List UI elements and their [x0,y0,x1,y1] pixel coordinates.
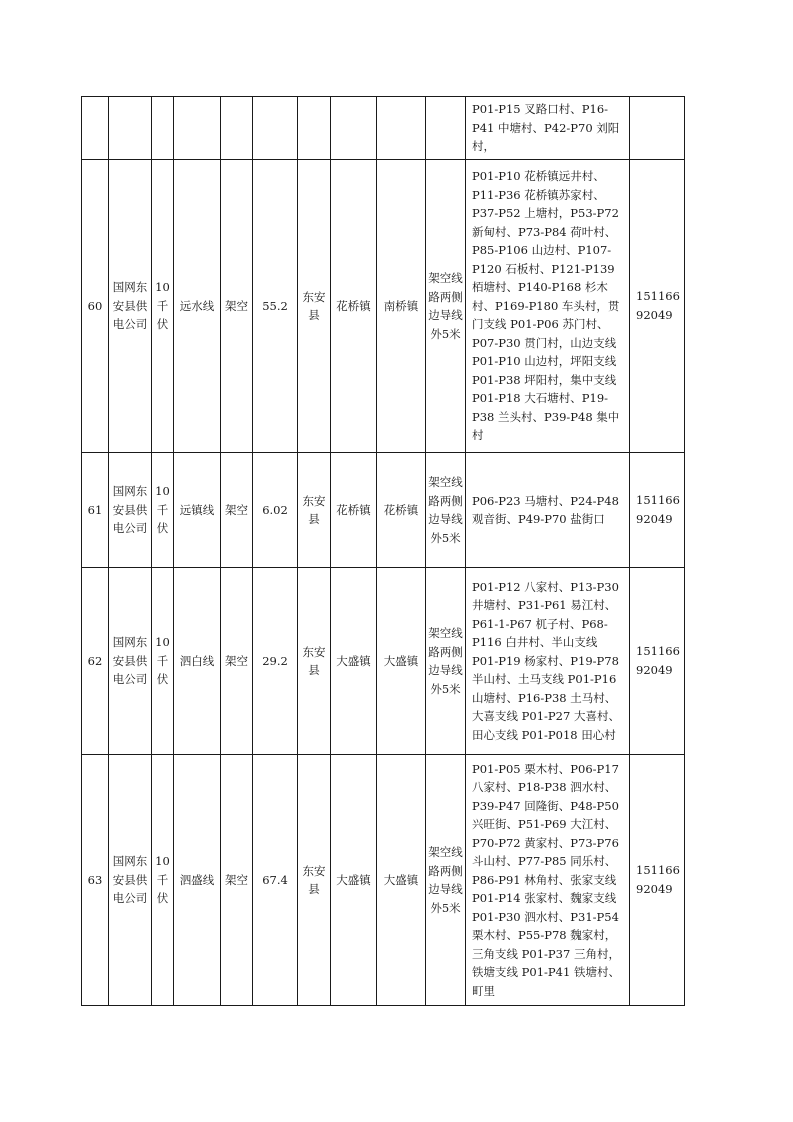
protection-range: 架空线路两侧边导线外5米 [426,755,466,1006]
town-from [331,97,377,160]
contact-phone: 15116692049 [630,568,685,755]
town-from: 大盛镇 [331,755,377,1006]
villages-passed: P01-P15 叉路口村、P16-P41 中塘村、P42-P70 刘阳村， [466,97,630,160]
contact-phone: 15116692049 [630,160,685,453]
owner-unit: 国网东安县供电公司 [109,755,152,1006]
town-from: 大盛镇 [331,568,377,755]
protection-range: 架空线路两侧边导线外5米 [426,568,466,755]
protection-range: 架空线路两侧边导线外5米 [426,453,466,568]
table-row [82,568,685,755]
protection-range [426,97,466,160]
town-to: 花桥镇 [377,453,426,568]
town-to [377,97,426,160]
voltage-level: 10千伏 [152,755,174,1006]
row-number: 61 [82,453,109,568]
town-to: 大盛镇 [377,568,426,755]
line-length: 55.2 [253,160,298,453]
villages-passed: P01-P12 八家村、P13-P30 井塘村、P31-P61 易江村、P61-1-P67 杌子村、P68-P116 白井村、半山支线 P01-P19 杨家村、P19-P78 半山村、土马支线 P01-P16 山塘村、P16-P38 土马村、大喜支线 P01-P27 大喜村、田心支线 P01-P018 田心村 [466,568,630,755]
row-number: 62 [82,568,109,755]
line-type: 架空 [221,453,253,568]
line-name: 泗盛线 [174,755,221,1006]
villages-passed: P06-P23 马塘村、P24-P48 观音街、P49-P70 盐街口 [466,453,630,568]
voltage-level [152,97,174,160]
voltage-level: 10千伏 [152,453,174,568]
line-name [174,97,221,160]
table-row [82,453,685,568]
line-type: 架空 [221,568,253,755]
line-length: 29.2 [253,568,298,755]
county: 东安县 [298,755,331,1006]
owner-unit: 国网东安县供电公司 [109,453,152,568]
row-number: 63 [82,755,109,1006]
contact-phone: 15116692049 [630,453,685,568]
contact-phone [630,97,685,160]
county [298,97,331,160]
protection-range: 架空线路两侧边导线外5米 [426,160,466,453]
town-to: 大盛镇 [377,755,426,1006]
row-number: 60 [82,160,109,453]
owner-unit [109,97,152,160]
table-row [82,160,685,453]
voltage-level: 10千伏 [152,568,174,755]
line-name: 泗白线 [174,568,221,755]
county: 东安县 [298,568,331,755]
line-length: 6.02 [253,453,298,568]
villages-passed: P01-P10 花桥镇远井村、P11-P36 花桥镇苏家村、P37-P52 上塘村，P53-P72 新甸村、P73-P84 荷叶村、P85-P106 山边村、P107-P120 石板村、P121-P139 栢塘村、P140-P168 杉木村、P169-P180 车头村，贯门支线 P01-P06 苏门村、P07-P30 贯门村，山边支线 P01-P10 山边村，坪阳支线 P01-P38 坪阳村，集中支线 P01-P18 大石塘村、P19-P38 兰头村、P39-P48 集中村 [466,160,630,453]
town-to: 南桥镇 [377,160,426,453]
line-type [221,97,253,160]
villages-passed: P01-P05 栗木村、P06-P17 八家村、P18-P38 泗水村、P39-P47 回隆街、P48-P50 兴旺街、P51-P69 大江村、P70-P72 黄家村、P73-P76 斗山村、P77-P85 同乐村、P86-P91 林角村、张家支线 P01-P14 张家村、魏家支线 P01-P30 泗水村、P31-P54 栗木村、P55-P78 魏家村，三角支线 P01-P37 三角村，铁塘支线 P01-P41 铁塘村、町里 [466,755,630,1006]
line-type: 架空 [221,755,253,1006]
town-from: 花桥镇 [331,453,377,568]
table-row [82,97,685,160]
contact-phone: 15116692049 [630,755,685,1006]
county: 东安县 [298,160,331,453]
row-number [82,97,109,160]
line-length: 67.4 [253,755,298,1006]
power-line-table [81,96,685,1006]
table-row [82,755,685,1006]
town-from: 花桥镇 [331,160,377,453]
voltage-level: 10千伏 [152,160,174,453]
line-length [253,97,298,160]
line-name: 远水线 [174,160,221,453]
line-name: 远镇线 [174,453,221,568]
line-type: 架空 [221,160,253,453]
owner-unit: 国网东安县供电公司 [109,160,152,453]
county: 东安县 [298,453,331,568]
owner-unit: 国网东安县供电公司 [109,568,152,755]
